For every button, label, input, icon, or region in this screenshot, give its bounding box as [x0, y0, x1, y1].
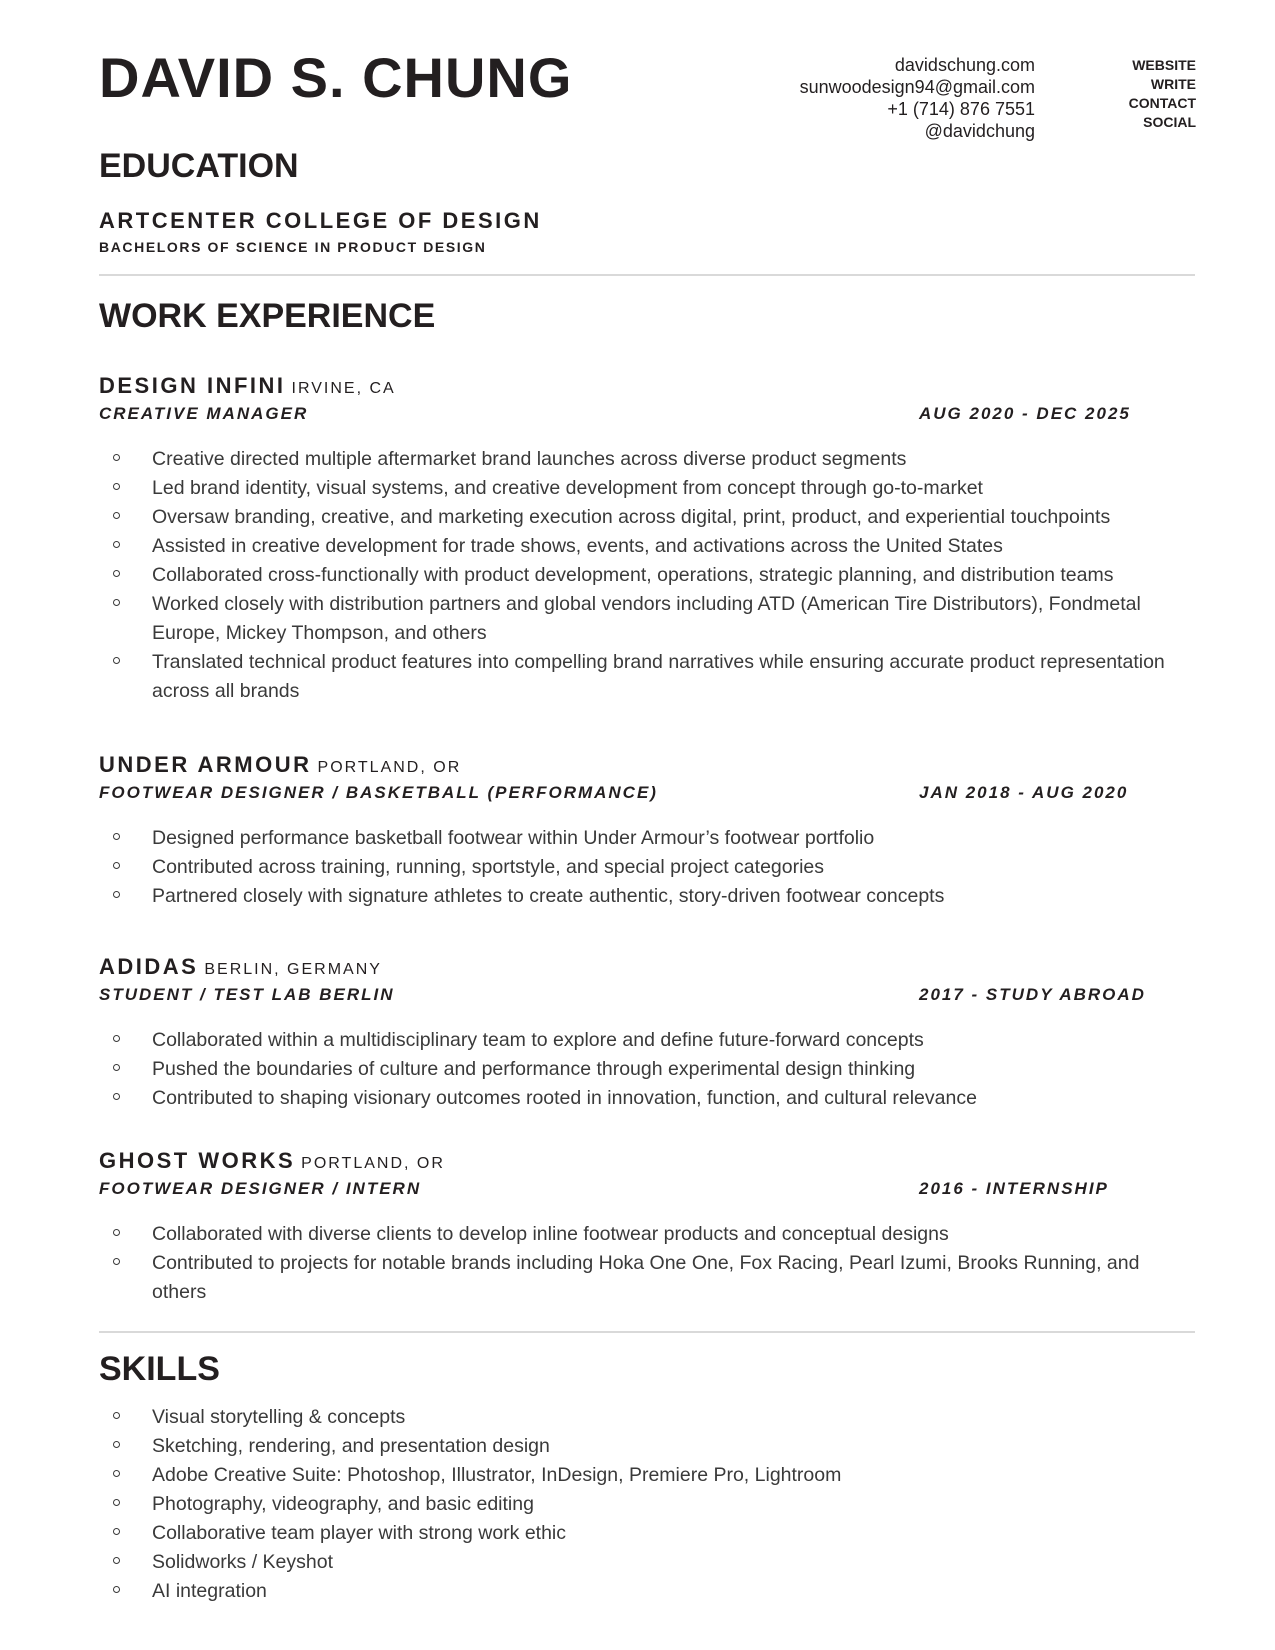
contact-website[interactable]: davidschung.com: [894, 55, 1035, 75]
list-item: Solidworks / Keyshot: [99, 1548, 1179, 1577]
bullet-icon: [113, 454, 120, 461]
company-location: IRVINE, CA: [291, 380, 396, 397]
job-entry-under-armour: [99, 752, 1179, 911]
list-item: Visual storytelling & concepts: [99, 1403, 1179, 1432]
list-item: Collaborated cross-functionally with product development, operations, strategic planning, and distribution teams: [99, 561, 1179, 590]
role-row: [99, 404, 1179, 428]
list-item: Collaborated within a multidisciplinary team to explore and define future-forward concepts: [99, 1026, 1179, 1055]
list-item: Contributed across training, running, sportstyle, and special project categories: [99, 853, 1179, 882]
job-role: CREATIVE MANAGER: [99, 404, 309, 423]
nav-website-link[interactable]: WEBSITE: [1132, 57, 1196, 73]
job-dates: 2017 - STUDY ABROAD: [919, 985, 1146, 1004]
list-item: Contributed to shaping visionary outcomes rooted in innovation, function, and cultural relevance: [99, 1084, 1179, 1113]
company-location: PORTLAND, OR: [317, 759, 462, 776]
list-item: Photography, videography, and basic editing: [99, 1490, 1179, 1519]
job-role: STUDENT / TEST LAB BERLIN: [99, 985, 395, 1004]
bullet-icon: [113, 1586, 120, 1593]
company-name: DESIGN INFINI: [99, 373, 286, 398]
contact-handle: @davidchung: [924, 121, 1035, 141]
company-line: [99, 1148, 1179, 1177]
list-item: Pushed the boundaries of culture and performance through experimental design thinking: [99, 1055, 1179, 1084]
job-role: FOOTWEAR DESIGNER / BASKETBALL (PERFORMANCE): [99, 783, 658, 802]
list-item: Collaborated with diverse clients to develop inline footwear products and conceptual designs: [99, 1220, 1179, 1249]
education-heading: EDUCATION: [99, 147, 299, 185]
bullet-icon: [113, 541, 120, 548]
bullet-icon: [113, 1229, 120, 1236]
list-item: Partnered closely with signature athletes to create authentic, story-driven footwear concepts: [99, 882, 1179, 911]
company-line: [99, 954, 1179, 983]
job-bullets: [99, 445, 1179, 706]
company-name: UNDER ARMOUR: [99, 752, 312, 777]
job-entry-design-infini: [99, 373, 1179, 706]
work-experience-heading: WORK EXPERIENCE: [99, 297, 436, 335]
degree-name: BACHELORS OF SCIENCE IN PRODUCT DESIGN: [99, 239, 487, 255]
list-item: Adobe Creative Suite: Photoshop, Illustrator, InDesign, Premiere Pro, Lightroom: [99, 1461, 1179, 1490]
list-item: Translated technical product features into compelling brand narratives while ensuring accurate product representation across all brands: [99, 648, 1179, 706]
school-name: ARTCENTER COLLEGE OF DESIGN: [99, 208, 542, 233]
bullet-icon: [113, 657, 120, 664]
job-dates: JAN 2018 - AUG 2020: [919, 783, 1129, 802]
bullet-icon: [113, 1093, 120, 1100]
contact-phone: +1 (714) 876 7551: [887, 99, 1035, 119]
job-bullets: [99, 1220, 1179, 1307]
bullet-icon: [113, 891, 120, 898]
company-name: GHOST WORKS: [99, 1148, 296, 1173]
job-role: FOOTWEAR DESIGNER / INTERN: [99, 1179, 422, 1198]
list-item: Led brand identity, visual systems, and creative development from concept through go-to-market: [99, 474, 1179, 503]
list-item: AI integration: [99, 1577, 1179, 1606]
company-location: PORTLAND, OR: [301, 1155, 445, 1172]
role-row: [99, 1179, 1179, 1203]
bullet-icon: [113, 1035, 120, 1042]
list-item: Designed performance basketball footwear within Under Armour’s footwear portfolio: [99, 824, 1179, 853]
section-divider: [99, 1331, 1195, 1333]
bullet-icon: [113, 1528, 120, 1535]
list-item: Contributed to projects for notable brands including Hoka One One, Fox Racing, Pearl Izumi, Brooks Running, and others: [99, 1249, 1179, 1307]
skills-list: [99, 1403, 1179, 1606]
job-bullets: [99, 1026, 1179, 1113]
job-dates: 2016 - INTERNSHIP: [919, 1179, 1109, 1198]
header-nav: [1129, 56, 1196, 132]
list-item: Sketching, rendering, and presentation design: [99, 1432, 1179, 1461]
bullet-icon: [113, 1412, 120, 1419]
section-divider: [99, 274, 1195, 276]
contact-email[interactable]: sunwoodesign94@gmail.com: [799, 77, 1035, 97]
bullet-icon: [113, 1499, 120, 1506]
bullet-icon: [113, 862, 120, 869]
bullet-icon: [113, 599, 120, 606]
job-entry-adidas: [99, 954, 1179, 1113]
bullet-icon: [113, 483, 120, 490]
bullet-icon: [113, 512, 120, 519]
bullet-icon: [113, 1441, 120, 1448]
role-row: [99, 985, 1179, 1009]
list-item: Creative directed multiple aftermarket brand launches across diverse product segments: [99, 445, 1179, 474]
bullet-icon: [113, 1064, 120, 1071]
company-line: [99, 373, 1179, 402]
contact-block: [800, 54, 1035, 142]
skills-heading: SKILLS: [99, 1350, 220, 1388]
skills-section: [99, 1403, 1179, 1606]
list-item: Worked closely with distribution partners and global vendors including ATD (American Tire Distributors), Fondmetal Europe, Mickey Thompson, and others: [99, 590, 1179, 648]
role-row: [99, 783, 1179, 807]
company-location: BERLIN, GERMANY: [204, 961, 382, 978]
nav-social-link[interactable]: SOCIAL: [1143, 114, 1196, 130]
nav-contact-link[interactable]: CONTACT: [1128, 95, 1196, 111]
list-item: Oversaw branding, creative, and marketing execution across digital, print, product, and experiential touchpoints: [99, 503, 1179, 532]
job-entry-ghost-works: [99, 1148, 1179, 1307]
company-name: ADIDAS: [99, 954, 199, 979]
bullet-icon: [113, 1258, 120, 1265]
list-item: Collaborative team player with strong work ethic: [99, 1519, 1179, 1548]
list-item: Assisted in creative development for trade shows, events, and activations across the United States: [99, 532, 1179, 561]
bullet-icon: [113, 1557, 120, 1564]
job-dates: AUG 2020 - DEC 2025: [919, 404, 1131, 423]
bullet-icon: [113, 570, 120, 577]
job-bullets: [99, 824, 1179, 911]
company-line: [99, 752, 1179, 781]
bullet-icon: [113, 1470, 120, 1477]
resume-name: DAVID S. CHUNG: [99, 46, 573, 109]
bullet-icon: [113, 833, 120, 840]
nav-write-link[interactable]: WRITE: [1150, 76, 1196, 92]
